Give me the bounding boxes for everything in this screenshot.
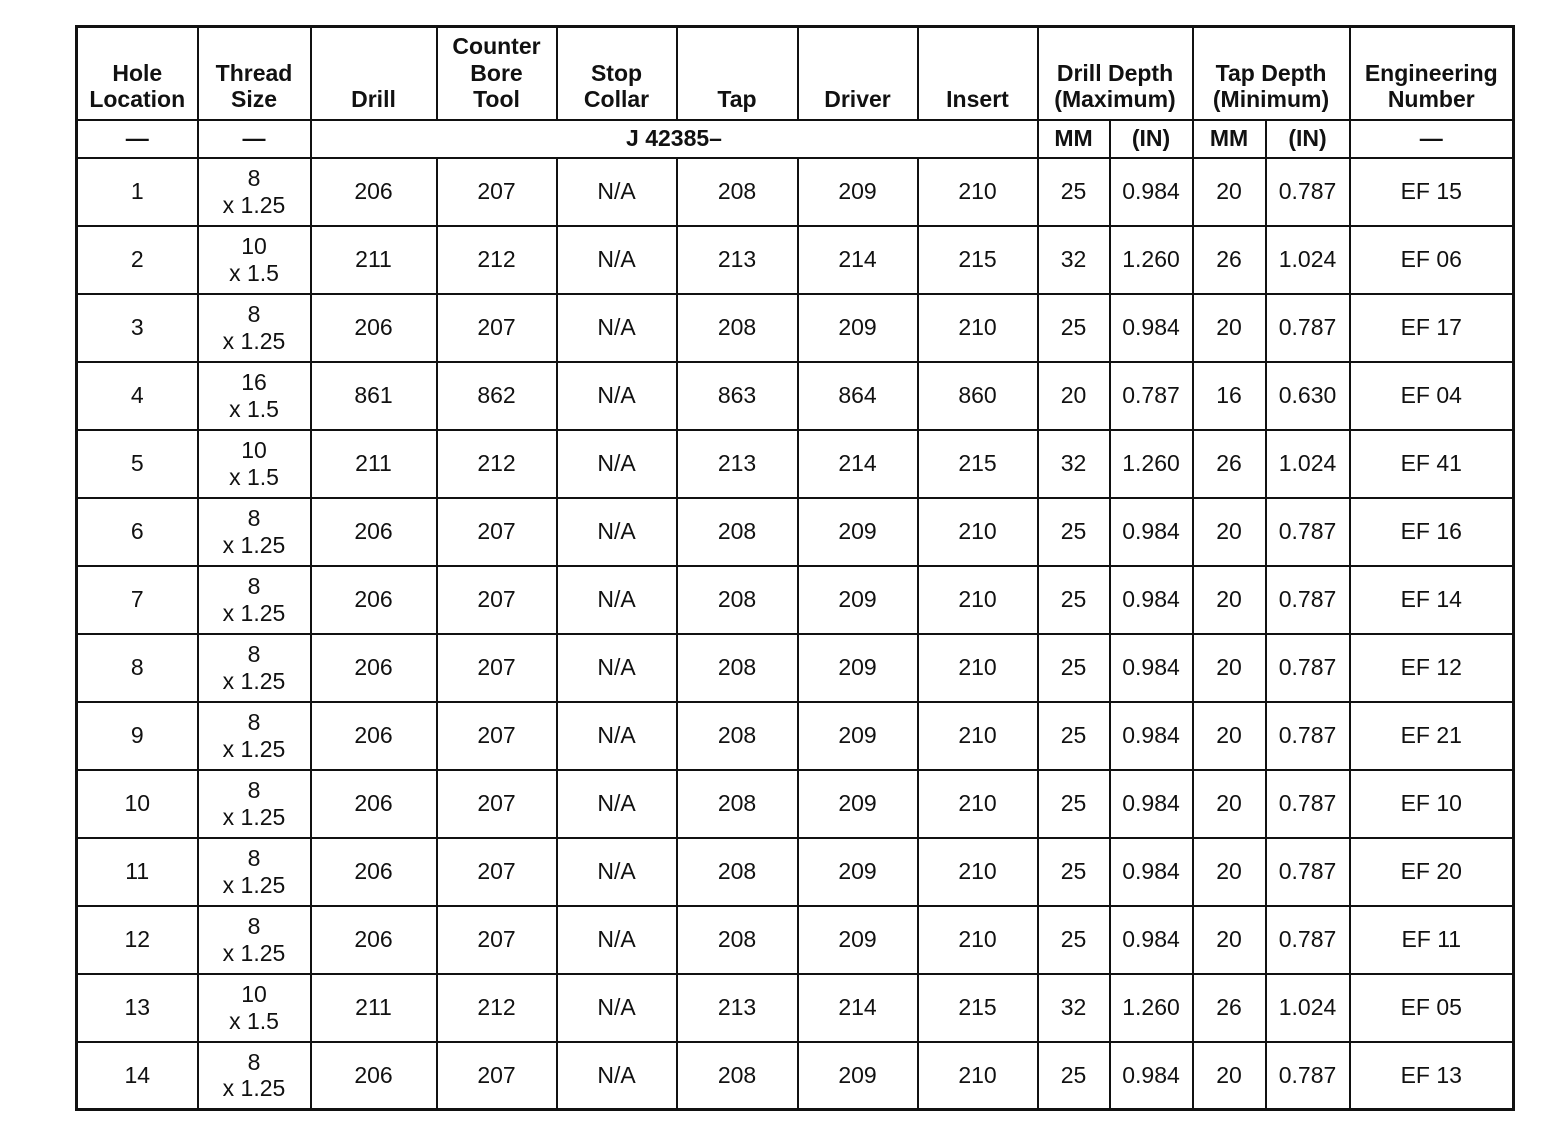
cell-tap-depth-in: 0.787 [1266, 838, 1350, 906]
cell-drill-depth-in: 0.984 [1110, 906, 1193, 974]
cell-engineering-number: EF 11 [1350, 906, 1514, 974]
cell-drill-depth-mm: 25 [1038, 838, 1110, 906]
cell-drill: 206 [311, 498, 437, 566]
subheader-tap-in: (IN) [1266, 120, 1350, 158]
cell-tap-depth-mm: 26 [1193, 430, 1266, 498]
cell-counter-bore-tool: 212 [437, 974, 557, 1042]
cell-drill: 206 [311, 158, 437, 226]
cell-stop-collar: N/A [557, 294, 677, 362]
cell-engineering-number: EF 20 [1350, 838, 1514, 906]
cell-drill-depth-in: 0.984 [1110, 838, 1193, 906]
header-text: Hole [112, 59, 163, 86]
cell-drill: 206 [311, 1042, 437, 1110]
cell-hole-location: 7 [77, 566, 198, 634]
cell-hole-location: 2 [77, 226, 198, 294]
cell-thread-size [198, 838, 311, 906]
cell-insert: 210 [918, 634, 1038, 702]
cell-tap-depth-in: 1.024 [1266, 974, 1350, 1042]
header-drill-depth [1038, 27, 1193, 120]
cell-tap-depth-in: 0.787 [1266, 634, 1350, 702]
cell-stop-collar: N/A [557, 838, 677, 906]
cell-counter-bore-tool: 207 [437, 634, 557, 702]
cell-drill-depth-in: 0.984 [1110, 1042, 1193, 1110]
cell-insert: 215 [918, 974, 1038, 1042]
cell-counter-bore-tool: 212 [437, 226, 557, 294]
cell-thread-size [198, 566, 311, 634]
cell-tap: 208 [677, 498, 798, 566]
cell-driver: 214 [798, 226, 918, 294]
cell-tap-depth-in: 0.787 [1266, 702, 1350, 770]
cell-counter-bore-tool: 207 [437, 294, 557, 362]
thread-diameter: 8 [247, 1048, 261, 1075]
cell-hole-location: 11 [77, 838, 198, 906]
cell-drill-depth-in: 0.984 [1110, 770, 1193, 838]
table-row [77, 974, 1514, 1042]
cell-drill-depth-mm: 25 [1038, 906, 1110, 974]
cell-tap: 208 [677, 906, 798, 974]
thread-pitch: x 1.5 [229, 463, 279, 490]
thread-pitch: x 1.5 [229, 259, 279, 286]
cell-insert: 215 [918, 226, 1038, 294]
cell-tap-depth-mm: 26 [1193, 974, 1266, 1042]
thread-pitch: x 1.25 [222, 191, 286, 218]
table-row [77, 838, 1514, 906]
cell-tap-depth-mm: 16 [1193, 362, 1266, 430]
cell-drill-depth-mm: 32 [1038, 974, 1110, 1042]
table-row [77, 498, 1514, 566]
cell-stop-collar: N/A [557, 906, 677, 974]
cell-insert: 210 [918, 702, 1038, 770]
cell-tap-depth-in: 0.787 [1266, 906, 1350, 974]
cell-hole-location: 3 [77, 294, 198, 362]
subheader-dash: — [1350, 120, 1514, 158]
cell-insert: 210 [918, 770, 1038, 838]
cell-drill-depth-in: 0.984 [1110, 634, 1193, 702]
cell-engineering-number: EF 10 [1350, 770, 1514, 838]
thread-diameter: 10 [241, 437, 267, 464]
cell-drill-depth-in: 0.984 [1110, 158, 1193, 226]
cell-thread-size [198, 634, 311, 702]
cell-hole-location: 5 [77, 430, 198, 498]
header-text: Engineering [1364, 59, 1498, 86]
cell-hole-location: 4 [77, 362, 198, 430]
thread-diameter: 16 [241, 369, 267, 396]
cell-driver: 209 [798, 906, 918, 974]
cell-tap-depth-mm: 20 [1193, 702, 1266, 770]
cell-stop-collar: N/A [557, 702, 677, 770]
cell-counter-bore-tool: 862 [437, 362, 557, 430]
cell-insert: 210 [918, 294, 1038, 362]
thread-diameter: 8 [247, 913, 261, 940]
cell-tap: 208 [677, 702, 798, 770]
cell-counter-bore-tool: 207 [437, 906, 557, 974]
thread-diameter: 8 [247, 573, 261, 600]
cell-tap-depth-in: 0.787 [1266, 1042, 1350, 1110]
table-row [77, 430, 1514, 498]
cell-engineering-number: EF 41 [1350, 430, 1514, 498]
table-row [77, 702, 1514, 770]
thread-pitch: x 1.25 [222, 735, 286, 762]
cell-drill: 211 [311, 974, 437, 1042]
cell-drill-depth-in: 0.984 [1110, 702, 1193, 770]
cell-thread-size [198, 362, 311, 430]
table-row [77, 566, 1514, 634]
thread-diameter: 8 [247, 641, 261, 668]
table-row [77, 1042, 1514, 1110]
cell-drill-depth-mm: 25 [1038, 634, 1110, 702]
header-text: (Minimum) [1212, 86, 1330, 113]
subheader-tool-prefix: J 42385– [311, 120, 1038, 158]
header-engineering-number [1350, 27, 1514, 120]
thread-diameter: 8 [247, 301, 261, 328]
cell-tap-depth-mm: 20 [1193, 566, 1266, 634]
cell-drill-depth-in: 1.260 [1110, 974, 1193, 1042]
cell-drill-depth-mm: 25 [1038, 498, 1110, 566]
thread-pitch: x 1.5 [229, 395, 279, 422]
cell-hole-location: 1 [77, 158, 198, 226]
cell-driver: 209 [798, 498, 918, 566]
cell-drill-depth-in: 0.984 [1110, 294, 1193, 362]
subheader-drill-in: (IN) [1110, 120, 1193, 158]
table-row [77, 362, 1514, 430]
cell-stop-collar: N/A [557, 362, 677, 430]
thread-diameter: 8 [247, 709, 261, 736]
cell-tap-depth-in: 1.024 [1266, 430, 1350, 498]
header-text: Insert [946, 86, 1009, 113]
cell-tap-depth-in: 0.787 [1266, 294, 1350, 362]
cell-tap-depth-mm: 20 [1193, 906, 1266, 974]
header-insert [918, 27, 1038, 120]
thread-pitch: x 1.25 [222, 803, 286, 830]
subheader-tap-mm: MM [1193, 120, 1266, 158]
thread-diameter: 8 [247, 777, 261, 804]
cell-tap: 208 [677, 566, 798, 634]
cell-insert: 210 [918, 566, 1038, 634]
thread-pitch: x 1.25 [222, 599, 286, 626]
header-text: Collar [583, 86, 650, 113]
header-hole-location [77, 27, 198, 120]
cell-insert: 210 [918, 498, 1038, 566]
cell-drill: 206 [311, 566, 437, 634]
cell-insert: 860 [918, 362, 1038, 430]
cell-thread-size [198, 906, 311, 974]
cell-drill: 206 [311, 838, 437, 906]
header-counter-bore-tool [437, 27, 557, 120]
cell-insert: 210 [918, 158, 1038, 226]
cell-engineering-number: EF 15 [1350, 158, 1514, 226]
header-text: Tap Depth [1215, 59, 1327, 86]
cell-drill-depth-in: 0.984 [1110, 566, 1193, 634]
cell-tap-depth-mm: 20 [1193, 770, 1266, 838]
cell-tap-depth-mm: 20 [1193, 634, 1266, 702]
header-text: Thread [215, 59, 293, 86]
cell-tap-depth-in: 0.630 [1266, 362, 1350, 430]
cell-driver: 209 [798, 1042, 918, 1110]
thread-diameter: 8 [247, 845, 261, 872]
cell-tap-depth-mm: 20 [1193, 294, 1266, 362]
cell-hole-location: 10 [77, 770, 198, 838]
table-body [77, 158, 1514, 1110]
cell-tap-depth-in: 0.787 [1266, 158, 1350, 226]
cell-tap: 863 [677, 362, 798, 430]
cell-thread-size [198, 974, 311, 1042]
cell-engineering-number: EF 05 [1350, 974, 1514, 1042]
cell-drill: 211 [311, 226, 437, 294]
cell-tap: 208 [677, 158, 798, 226]
subheader-drill-mm: MM [1038, 120, 1110, 158]
cell-tap: 208 [677, 770, 798, 838]
header-text: Stop [590, 59, 643, 86]
cell-counter-bore-tool: 212 [437, 430, 557, 498]
cell-hole-location: 8 [77, 634, 198, 702]
cell-hole-location: 9 [77, 702, 198, 770]
cell-counter-bore-tool: 207 [437, 770, 557, 838]
subheader-dash: — [198, 120, 311, 158]
cell-thread-size [198, 158, 311, 226]
cell-driver: 209 [798, 294, 918, 362]
cell-drill-depth-mm: 25 [1038, 294, 1110, 362]
header-text: Size [230, 86, 278, 113]
cell-hole-location: 6 [77, 498, 198, 566]
thread-pitch: x 1.25 [222, 667, 286, 694]
header-text: (Maximum) [1054, 86, 1176, 113]
cell-engineering-number: EF 16 [1350, 498, 1514, 566]
cell-tap-depth-mm: 20 [1193, 158, 1266, 226]
header-text: Drill [351, 86, 396, 113]
table-row [77, 906, 1514, 974]
cell-driver: 209 [798, 838, 918, 906]
cell-counter-bore-tool: 207 [437, 838, 557, 906]
header-text: Location [89, 86, 186, 113]
cell-engineering-number: EF 06 [1350, 226, 1514, 294]
cell-driver: 209 [798, 158, 918, 226]
thread-pitch: x 1.25 [222, 1075, 286, 1102]
cell-insert: 210 [918, 906, 1038, 974]
cell-tap-depth-in: 0.787 [1266, 770, 1350, 838]
cell-drill-depth-in: 1.260 [1110, 226, 1193, 294]
cell-drill-depth-mm: 32 [1038, 226, 1110, 294]
cell-stop-collar: N/A [557, 430, 677, 498]
header-text: Drill Depth [1056, 59, 1174, 86]
table-row [77, 770, 1514, 838]
cell-thread-size [198, 226, 311, 294]
cell-tap-depth-mm: 26 [1193, 226, 1266, 294]
header-tap-depth [1193, 27, 1350, 120]
cell-drill: 211 [311, 430, 437, 498]
cell-drill-depth-mm: 25 [1038, 566, 1110, 634]
thread-pitch: x 1.25 [222, 939, 286, 966]
cell-driver: 209 [798, 770, 918, 838]
cell-counter-bore-tool: 207 [437, 1042, 557, 1110]
cell-driver: 864 [798, 362, 918, 430]
header-text: Number [1387, 86, 1475, 113]
cell-tap-depth-in: 0.787 [1266, 566, 1350, 634]
thread-diameter: 10 [241, 981, 267, 1008]
cell-driver: 214 [798, 974, 918, 1042]
cell-thread-size [198, 1042, 311, 1110]
cell-thread-size [198, 702, 311, 770]
cell-thread-size [198, 430, 311, 498]
cell-stop-collar: N/A [557, 158, 677, 226]
header-text: Tool [473, 86, 520, 113]
thread-diameter: 10 [241, 233, 267, 260]
cell-insert: 215 [918, 430, 1038, 498]
table-row [77, 226, 1514, 294]
cell-thread-size [198, 498, 311, 566]
cell-tap: 213 [677, 974, 798, 1042]
cell-tap: 208 [677, 838, 798, 906]
table-row [77, 294, 1514, 362]
cell-hole-location: 12 [77, 906, 198, 974]
cell-tap-depth-mm: 20 [1193, 498, 1266, 566]
cell-thread-size [198, 294, 311, 362]
cell-drill-depth-mm: 25 [1038, 158, 1110, 226]
cell-hole-location: 14 [77, 1042, 198, 1110]
cell-engineering-number: EF 12 [1350, 634, 1514, 702]
cell-stop-collar: N/A [557, 226, 677, 294]
cell-drill-depth-in: 0.984 [1110, 498, 1193, 566]
cell-tap-depth-mm: 20 [1193, 1042, 1266, 1110]
cell-engineering-number: EF 21 [1350, 702, 1514, 770]
cell-counter-bore-tool: 207 [437, 498, 557, 566]
cell-tap-depth-mm: 20 [1193, 838, 1266, 906]
cell-drill-depth-mm: 25 [1038, 702, 1110, 770]
cell-hole-location: 13 [77, 974, 198, 1042]
cell-driver: 209 [798, 634, 918, 702]
cell-tap-depth-in: 1.024 [1266, 226, 1350, 294]
cell-counter-bore-tool: 207 [437, 158, 557, 226]
tool-specification-table [75, 25, 1515, 1111]
cell-engineering-number: EF 04 [1350, 362, 1514, 430]
thread-pitch: x 1.25 [222, 327, 286, 354]
cell-drill-depth-mm: 20 [1038, 362, 1110, 430]
cell-drill: 206 [311, 702, 437, 770]
subheader-dash: — [77, 120, 198, 158]
cell-driver: 214 [798, 430, 918, 498]
header-text: Bore [470, 59, 523, 86]
cell-insert: 210 [918, 838, 1038, 906]
header-stop-collar [557, 27, 677, 120]
cell-driver: 209 [798, 566, 918, 634]
cell-stop-collar: N/A [557, 974, 677, 1042]
table-row [77, 158, 1514, 226]
thread-pitch: x 1.5 [229, 1007, 279, 1034]
cell-drill-depth-mm: 25 [1038, 770, 1110, 838]
cell-tap: 208 [677, 294, 798, 362]
cell-drill: 206 [311, 634, 437, 702]
cell-drill-depth-in: 1.260 [1110, 430, 1193, 498]
cell-insert: 210 [918, 1042, 1038, 1110]
thread-pitch: x 1.25 [222, 531, 286, 558]
cell-thread-size [198, 770, 311, 838]
cell-stop-collar: N/A [557, 770, 677, 838]
header-tap [677, 27, 798, 120]
cell-driver: 209 [798, 702, 918, 770]
thread-diameter: 8 [247, 165, 261, 192]
header-drill [311, 27, 437, 120]
cell-tap: 208 [677, 634, 798, 702]
cell-drill-depth-in: 0.787 [1110, 362, 1193, 430]
header-driver [798, 27, 918, 120]
header-text: Tap [717, 86, 757, 113]
cell-drill: 861 [311, 362, 437, 430]
cell-engineering-number: EF 14 [1350, 566, 1514, 634]
cell-drill-depth-mm: 25 [1038, 1042, 1110, 1110]
cell-counter-bore-tool: 207 [437, 702, 557, 770]
thread-pitch: x 1.25 [222, 871, 286, 898]
cell-stop-collar: N/A [557, 1042, 677, 1110]
header-text: Driver [824, 86, 891, 113]
cell-counter-bore-tool: 207 [437, 566, 557, 634]
cell-drill-depth-mm: 32 [1038, 430, 1110, 498]
cell-engineering-number: EF 17 [1350, 294, 1514, 362]
header-text: Counter [452, 33, 541, 60]
subheader-row [77, 120, 1514, 158]
header-thread-size [198, 27, 311, 120]
cell-tap-depth-in: 0.787 [1266, 498, 1350, 566]
cell-engineering-number: EF 13 [1350, 1042, 1514, 1110]
header-row [77, 27, 1514, 120]
table-row [77, 634, 1514, 702]
cell-drill: 206 [311, 906, 437, 974]
cell-stop-collar: N/A [557, 498, 677, 566]
cell-tap: 208 [677, 1042, 798, 1110]
cell-tap: 213 [677, 430, 798, 498]
thread-diameter: 8 [247, 505, 261, 532]
cell-tap: 213 [677, 226, 798, 294]
cell-drill: 206 [311, 294, 437, 362]
cell-stop-collar: N/A [557, 566, 677, 634]
cell-drill: 206 [311, 770, 437, 838]
cell-stop-collar: N/A [557, 634, 677, 702]
